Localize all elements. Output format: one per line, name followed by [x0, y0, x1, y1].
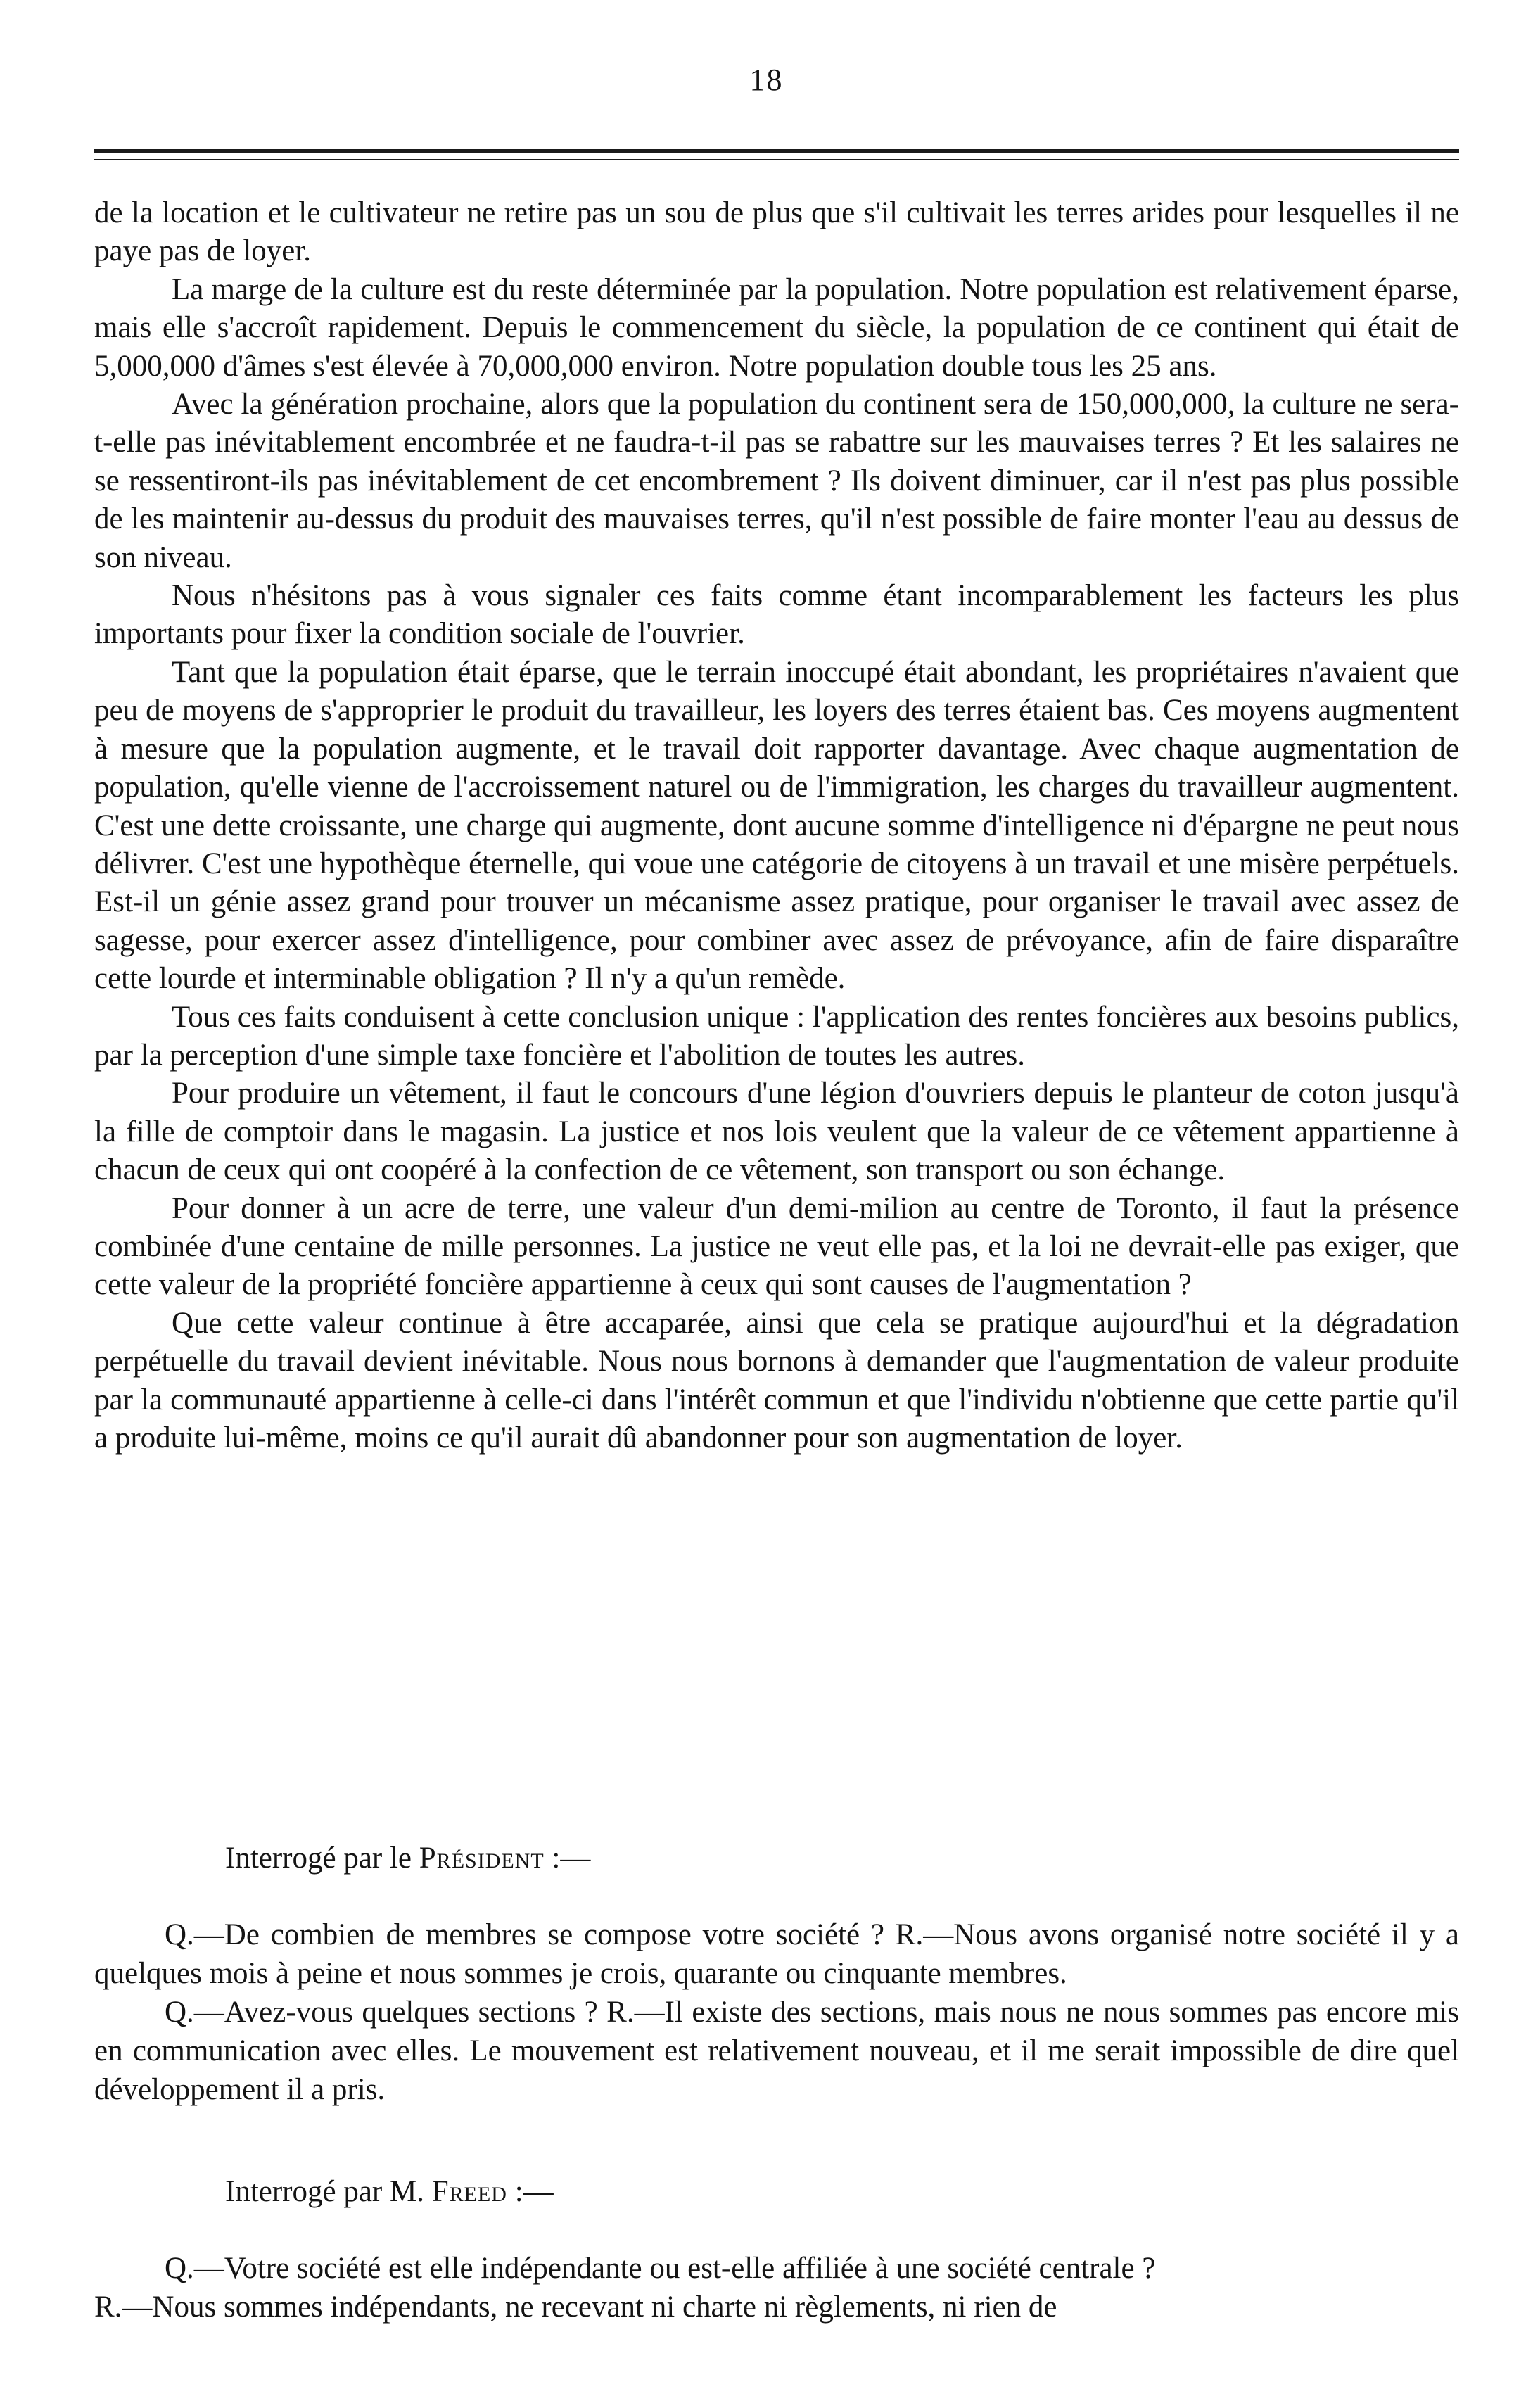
paragraph: Tous ces faits conduisent à cette conclusion unique : l'application des rentes foncières aux besoins publics, par la perception d'une simple taxe foncière et l'abolition de toutes les autres.: [94, 1000, 1459, 1072]
qa-president: [94, 1915, 1459, 2109]
paragraph: Tant que la population était éparse, que le terrain inoccupé était abondant, les propriétaires n'avaient que peu de moyens de s'approprier le produit du travailleur, les loyers des terres étaient bas. Ces moyens augmentent à mesure que la population augmente, et le travail doit rapporter davantage. Avec chaque augmentation de population, qu'elle vienne de l'accroissement naturel ou de l'immigration, les charges du travailleur augmentent. C'est une dette croissante, une charge qui augmente, dont aucune somme d'intelligence ni d'épargne ne peut nous délivrer. C'est une hypothèque éternelle, qui voue une catégorie de citoyens à un travail et une misère perpétuels. Est-il un génie assez grand pour trouver un mécanisme assez pratique, pour organiser le travail avec assez de sagesse, pour exercer assez d'intelligence, pour combiner avec assez de prévoyance, afin de faire disparaître cette lourde et interminable obligation ? Il n'y a qu'un remède.: [94, 655, 1459, 996]
heading-prefix: Interrogé par M.: [225, 2175, 432, 2208]
page-number: 18: [749, 63, 784, 97]
heading-suffix: :—: [544, 1842, 591, 1875]
paragraph: Avec la génération prochaine, alors que la population du continent sera de 150,000,000, la culture ne sera-t-elle pas inévitablement encombrée et ne faudra-t-il pas se rabattre sur les mauvaises terres ? Et les salaires ne se ressentiront-ils pas inévitablement de cet encombrement ? Ils doivent diminuer, car il n'est pas plus possible de les maintenir au-dessus du produit des mauvaises terres, qu'il n'est possible de faire monter l'eau au dessus de son niveau.: [94, 388, 1459, 574]
qa-entry: Q.—Votre société est elle indépendante ou est-elle affiliée à une société centrale ?: [165, 2252, 1156, 2285]
heading-prefix: Interrogé par le: [225, 1842, 419, 1875]
qa-freed: [94, 2249, 1459, 2326]
heading-suffix: :—: [507, 2175, 554, 2208]
header-rule-thick: [94, 149, 1459, 153]
qa-entry: Q.—De combien de membres se compose votre société ? R.—Nous avons organisé notre société il y a quelques mois à peine et nous sommes je crois, quarante ou cinquante membres.: [94, 1918, 1459, 1990]
paragraph: Que cette valeur continue à être accaparée, ainsi que cela se pratique aujourd'hui et la dégradation perpétuelle du travail devient inévitable. Nous nous bornons à demander que l'augmentation de valeur produite par la communauté appartienne à celle-ci dans l'intérêt commun et que l'individu n'obtienne que cette partie qu'il a produite lui-même, moins ce qu'il aurait dû abandonner pour son augmentation de loyer.: [94, 1306, 1459, 1455]
heading-name: Président: [419, 1842, 545, 1875]
qa-entry: Q.—Avez-vous quelques sections ? R.—Il existe des sections, mais nous ne nous sommes pas encore mis en communication avec elles. Le mouvement est relativement nouveau, et il me serait impossible de dire quel développement il a pris.: [94, 1996, 1459, 2106]
paragraph: Pour donner à un acre de terre, une valeur d'un demi-milion au centre de Toronto, il faut la présence combinée d'une centaine de mille personnes. La justice ne veut elle pas, et la loi ne devrait-elle pas exiger, que cette valeur de la propriété foncière appartienne à ceux qui sont causes de l'augmentation ?: [94, 1191, 1459, 1302]
header-rule-thin: [94, 159, 1459, 160]
body-text: [94, 194, 1459, 1457]
heading-name: Freed: [431, 2175, 507, 2208]
heading-interroge-freed: [225, 2173, 554, 2211]
qa-entry: R.—Nous sommes indépendants, ne recevant ni charte ni règlements, ni rien de: [94, 2290, 1057, 2324]
paragraph: de la location et le cultivateur ne retire pas un sou de plus que s'il cultivait les terres arides pour lesquelles il ne paye pas de loyer.: [94, 196, 1459, 268]
heading-interroge-president: [225, 1839, 590, 1877]
paragraph: Pour produire un vêtement, il faut le concours d'une légion d'ouvriers depuis le planteur de coton jusqu'à la fille de comptoir dans le magasin. La justice et nos lois veulent que la valeur de ce vêtement appartienne à chacun de ceux qui ont coopéré à la confection de ce vêtement, son transport ou son échange.: [94, 1077, 1459, 1187]
paragraph: La marge de la culture est du reste déterminée par la population. Notre population est relativement éparse, mais elle s'accroît rapidement. Depuis le commencement du siècle, la population de ce continent qui était de 5,000,000 d'âmes s'est élevée à 70,000,000 environ. Notre population double tous les 25 ans.: [94, 272, 1459, 383]
paragraph: Nous n'hésitons pas à vous signaler ces faits comme étant incomparablement les facteurs les plus importants pour fixer la condition sociale de l'ouvrier.: [94, 579, 1459, 651]
